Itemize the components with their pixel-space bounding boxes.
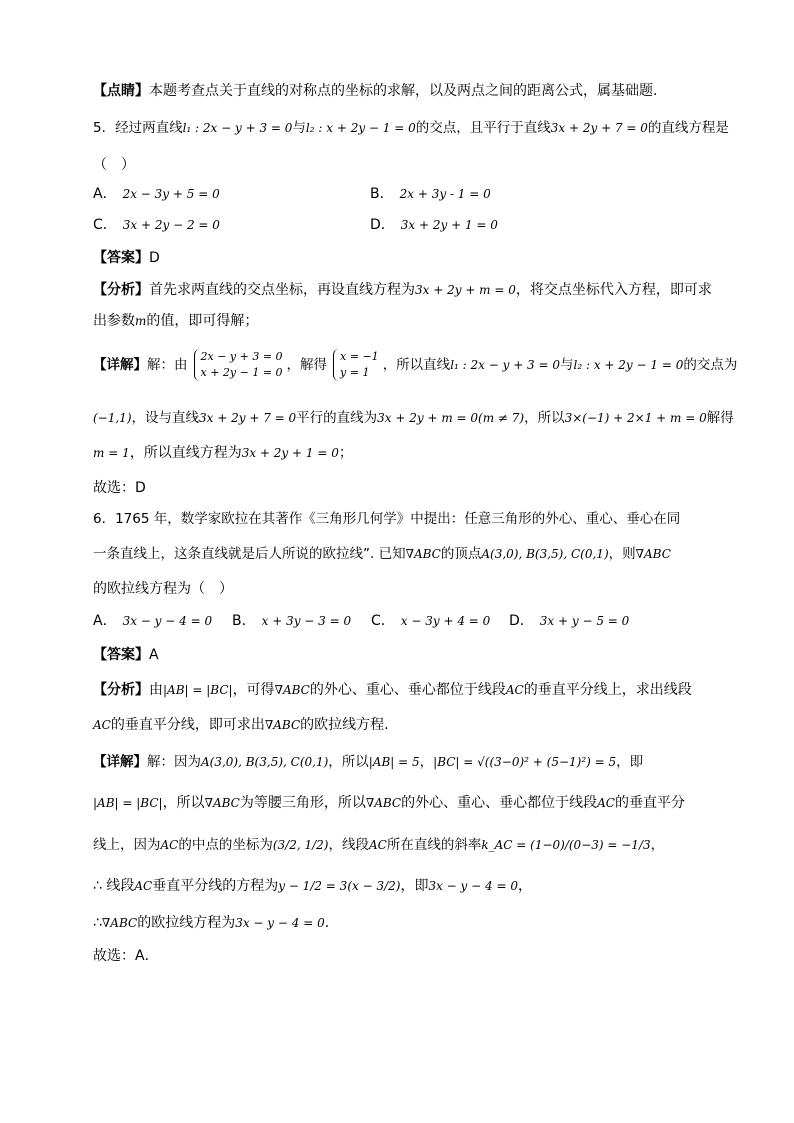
q6-detail-4: ∴ 线段AC垂直平分线的方程为y − 1/2 = 3(x − 3/2)，即3x − y − 4 = 0，: [93, 878, 532, 894]
q6-detail-1: 【详解】解：因为A(3,0), B(3,5), C(0,1)，所以|AB| = 5，|BC| = √((3−0)² + (5−1)²) = 5，即: [93, 754, 644, 770]
q5-detail-3: m = 1，所以直线方程为3x + 2y + 1 = 0；: [93, 445, 353, 461]
q6-stem-1: 6．1765 年，数学家欧拉在其著作《三角形几何学》中提出：任意三角形的外心、重心、垂心在同: [93, 511, 681, 527]
q5-option-b: B． 2x + 3y - 1 = 0: [370, 186, 491, 202]
q6-answer: 【答案】A: [93, 647, 159, 663]
q5-option-d: D． 3x + 2y + 1 = 0: [370, 217, 498, 233]
line-l2: l₂ : x + 2y − 1 = 0: [305, 121, 416, 135]
q5-stem: 5．经过两直线l₁ : 2x − y + 3 = 0与l₂ : x + 2y − 1 = 0的交点，且平行于直线3x + 2y + 7 = 0的直线方程是: [93, 120, 729, 136]
solution-system: x = −1 y = 1: [331, 349, 379, 381]
q6-detail-2: |AB| = |BC|，所以∇ABC为等腰三角形，所以∇ABC的外心、重心、垂心都位于线段AC的垂直平分: [93, 795, 685, 811]
q6-option-d: D． 3x + y − 5 = 0: [509, 613, 630, 629]
q5-analysis-2: 出参数m的值，即可得解；: [93, 313, 259, 329]
q5-detail-2: (−1,1)，设与直线3x + 2y + 7 = 0平行的直线为3x + 2y + m = 0(m ≠ 7)，所以3×(−1) + 2×1 + m = 0解得: [93, 410, 734, 426]
parallel-line: 3x + 2y + 7 = 0: [550, 121, 648, 135]
line-l1: l₁ : 2x − y + 3 = 0: [182, 121, 293, 135]
q6-option-c: C． x − 3y + 4 = 0: [371, 613, 491, 629]
q6-detail-3: 线上，因为AC的中点的坐标为(3/2, 1/2)，线段AC所在直线的斜率k_AC = (1−0)/(0−3) = −1/3，: [93, 837, 665, 853]
q6-analysis-1: 【分析】由|AB| = |BC|，可得∇ABC的外心、重心、垂心都位于线段AC的垂直平分线上，求出线段: [93, 682, 692, 698]
q6-stem-2: 一条直线上，这条直线就是后人所说的欧拉线”. 已知∇ABC的顶点A(3,0), B(3,5), C(0,1)，则∇ABC: [93, 546, 671, 562]
q5-option-a: A． 2x − 3y + 5 = 0: [93, 186, 220, 202]
q6-analysis-2: AC的垂直平分线，即可求出∇ABC的欧拉线方程.: [93, 717, 389, 733]
q6-option-a: A． 3x − y − 4 = 0: [93, 613, 213, 629]
note-text: 本题考查点关于直线的对称点的坐标的求解，以及两点之间的距离公式，属基础题.: [149, 83, 658, 99]
note-tag: 【点睛】: [93, 83, 149, 99]
q6-stem-3: 的欧拉线方程为（ ）: [93, 581, 233, 597]
system-of-equations: 2x − y + 3 = 0 x + 2y − 1 = 0: [192, 349, 283, 381]
q5-answer: 【答案】D: [93, 250, 160, 266]
q6-conclusion: 故选：A．: [93, 948, 159, 964]
q5-detail-1: 【详解】解：由 2x − y + 3 = 0 x + 2y − 1 = 0 ，解得 x = −1 y = 1 ，所以直线l₁ : 2x − y + 3 = 0与l₂ : x + 2y − 1 = 0的交点为: [93, 350, 738, 379]
q5-conclusion: 故选：D: [93, 480, 146, 496]
q6-option-b: B． x + 3y − 3 = 0: [232, 613, 352, 629]
q5-paren: （ ）: [93, 157, 135, 173]
q5-option-c: C． 3x + 2y − 2 = 0: [93, 217, 220, 233]
note-line: [93, 81, 704, 101]
q6-detail-5: ∴∇ABC的欧拉线方程为3x − y − 4 = 0.: [93, 915, 330, 931]
q5-analysis-1: 【分析】首先求两直线的交点坐标，再设直线方程为3x + 2y + m = 0，将交点坐标代入方程，即可求: [93, 282, 712, 298]
